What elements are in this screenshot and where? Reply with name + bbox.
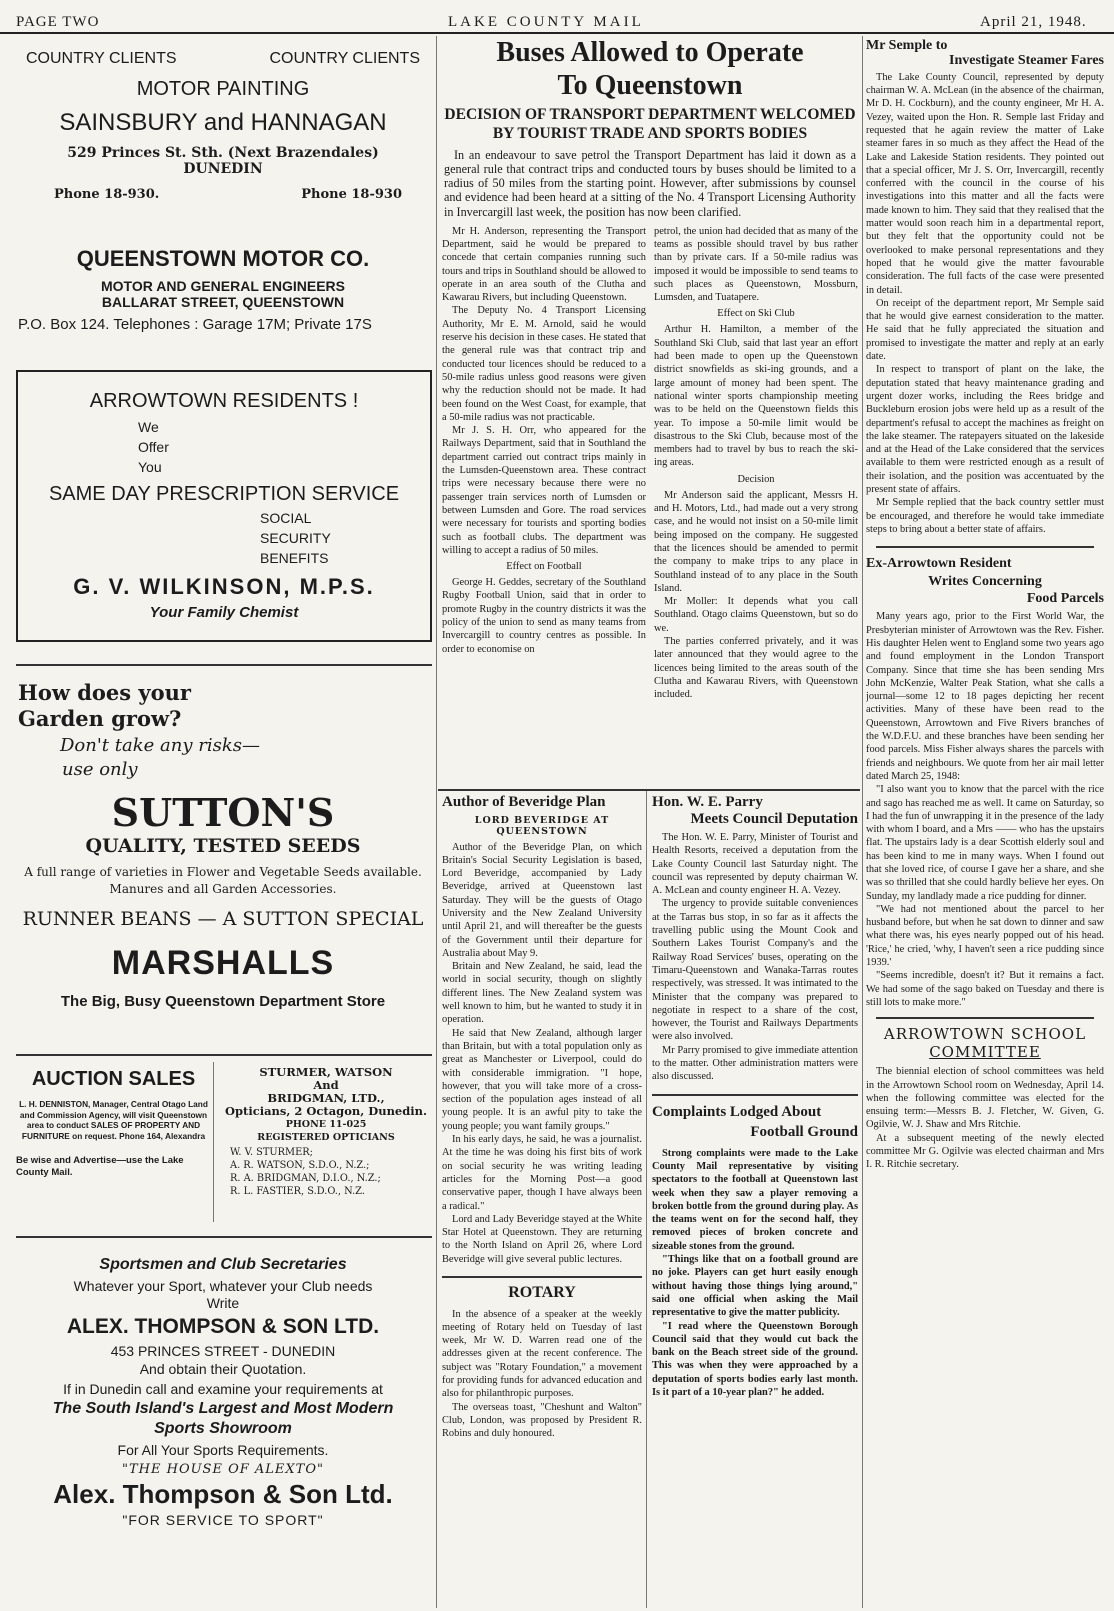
ad-line: COUNTRY CLIENTS (269, 50, 420, 67)
paragraph: "Seems incredible, doesn't it? But it remains a fact. We had some of the sago baked on Tuesday and there is still lots to make more." (866, 970, 1104, 1008)
paragraph: The urgency to provide suitable conveniences at the Tarras bus stop, in so far as it affects the travelling public using the Mount Cook and Southern Lakes Tourist Company's and the Railway Road Services' buses, operating on the Timaru-Queenstown and Wanaka-Tarras routes respectively, was stressed. It was intimated to the Minister that the company was prepared to negotiate in respect to a share of the cost, however, the Tourist and Railways Departments were also involved. (652, 898, 858, 1043)
ad-sturmer (220, 1066, 432, 1222)
paragraph: The parties conferred privately, and it was later announced that they would agree to the licences being limited to the areas south of the Clutha and Kawarau Rivers, with Queenstown included. (654, 636, 858, 701)
subheadline: LORD BEVERIDGE AT QUEENSTOWN (474, 814, 610, 837)
paragraph: "I also want you to know that the parcel with the rice and sago has reached me as well. It came on Saturday, so I had the fun of unwrapping it in the presence of the lady with whom I board, and a Mrs —— who has the upstairs flat. The upstairs lady is a dear Scottish elderly soul and has been kind to me in many ways. When I found out that she loved rice, of course I gave her a share, and she was so thrilled that she could hardly believe her eyes. On Sunday, my landlady made a rice pudding for dinner. (866, 784, 1104, 902)
ad-thompson (14, 1252, 432, 1602)
ad-line: STURMER, WATSON (259, 1066, 393, 1079)
ad-line: SECURITY (260, 530, 331, 546)
ad-line: 453 PRINCES STREET - DUNEDIN (110, 1343, 336, 1359)
ad-sainsbury (14, 40, 432, 210)
paragraph: petrol, the union had decided that as many of the teams as possible should travel by bus rather than by private cars. If a 50-mile radius was imposed it would be impossible to send teams to such places as Queenstown, Mossburn, Lumsden, and Tuatapere. (654, 225, 858, 304)
subheadline: BY TOURIST TRADE AND SPORTS BODIES (492, 124, 808, 142)
ad-headline: G. V. WILKINSON, M.P.S. (73, 574, 375, 599)
ad-line: Offer (138, 439, 169, 455)
paragraph: "Things like that on a football ground are no joke. Players can get hurt easily enough without having those things lying around," said one official when asking the Mail representative to give the matter publicity. (652, 1254, 858, 1319)
ad-line: And (313, 1078, 339, 1092)
paragraph: Lord and Lady Beveridge stayed at the White Star Hotel at Queenstown. They are returning to the North Island on April 26, where Lord Beveridge will give several public lectures. (442, 1213, 642, 1265)
paragraph: In his early days, he said, he was a journalist. At the time he was doing his first bits of work on social security he was writing leading articles for the Morning Post—a good conservative paper, though I have always been a radical." (442, 1134, 642, 1212)
headline: To Queenstown (557, 69, 743, 101)
paragraph: The overseas toast, "Cheshunt and Walton" Club, London, was proposed by President R. Robins and duly honoured. (442, 1401, 642, 1440)
ad-line: How does your (18, 680, 191, 705)
paragraph: On receipt of the department report, Mr Semple said that he would give earnest consideration to the matter. He said that he fully appreciated the situation and promised to investigate the matter and reply at an early date. (866, 297, 1104, 363)
paragraph: The biennial election of school committees was held in the Arrowtown School room on Wednesday, April 14. when the following committee was elected for the ensuing term:—Messrs B. J. Fletcher, W. Given, G. Ogilvie, W. J. Shaw and Mrs Ritchie. (866, 1066, 1104, 1131)
ad-line: And obtain their Quotation. (139, 1361, 307, 1377)
column-rule (862, 36, 863, 1608)
ad-headline: AUCTION SALES (31, 1068, 196, 1090)
ad-line: Opticians, 2 Octagon, Dunedin. (224, 1104, 428, 1118)
ad-line: W. V. STURMER; (230, 1147, 313, 1158)
issue-date: April 21, 1948. (980, 14, 1087, 30)
divider (438, 789, 860, 791)
paragraph: The Lake County Council, represented by deputy chairman W. A. McLean (in the absence of the chairman, Mr D. H. Cockburn), and the county engineer, Mr H. A. Vezey, waited upon the Hon. R. Semple last Friday and requested that he again review the matter of Lake steamer fares in so much as they affect the Head of the Lake and Lakeside Station residents. They pointed out that a special officer, Mr J. S. Orr, Invercargill, recently conferred with the council in the course of his investigations into this matter and all the facts were made known to him. They said that they realised that the matter would soon reach him in a departmental report, but they felt that the opportunity could not be overlooked to make personal representations and they hoped that he would give the matter favourable consideration. The full facts of the case were presented in detail. (866, 71, 1104, 296)
paragraph: Arthur H. Hamilton, a member of the Southland Ski Club, said that last year an effort had been made to open up the Queenstown district snowfields as ski-ing grounds, and a large amount of money had been spent. The national winter sports championship meeting was to be held on the Queenstown fields this year. To impose a 50-mile limit would be disastrous to the Ski Club, because most of the members had to travel by bus to reach the ski-ing areas. (654, 324, 858, 469)
article-buses (442, 38, 858, 788)
ad-line: Garden grow? (18, 706, 182, 731)
ad-store-name: MARSHALLS (111, 944, 335, 982)
paragraph: At a subsequent meeting of the newly elected committee Mr G. Ogilvie was elected chairman and Mrs I. R. Ritchie secretary. (866, 1132, 1104, 1171)
article-beveridge (442, 794, 642, 1608)
headline: Buses Allowed to Operate (496, 38, 804, 68)
headline: Complaints Lodged About (652, 1103, 822, 1120)
ad-phone: Phone 18-930 (301, 187, 402, 202)
ad-sutton (14, 680, 432, 1050)
ad-line: Don't take any risks— (60, 735, 260, 756)
paragraph: Strong complaints were made to the Lake County Mail representative by visiting spectators to the football at Queenstown last week when they saw a player removing a broken bottle from the ground during play. As the teams went on for the second half, they removed pieces of broken concrete and sizeable stones from the ground. (652, 1147, 858, 1252)
ad-line: Sports Showroom (154, 1420, 292, 1437)
ad-headline: QUEENSTOWN MOTOR CO. (76, 246, 370, 271)
ad-line: BENEFITS (260, 550, 329, 566)
headline: Ex-Arrowtown Resident (866, 556, 1012, 572)
ad-line: R. A. BRIDGMAN, D.I.O., N.Z.; (230, 1173, 381, 1184)
paragraph: Mr Parry promised to give immediate attention to the matter. Other administration matters were also discussed. (652, 1044, 858, 1083)
ad-line: SOCIAL (260, 510, 312, 526)
ad-phone: Phone 18-930. (54, 187, 160, 202)
ad-tagline: "FOR SERVICE TO SPORT" (122, 1512, 324, 1528)
paragraph: In the absence of a speaker at the weekly meeting of Rotary held on Tuesday of last week, Mr W. D. Warren read one of the addresses given at the recent conference. The subject was "Rotary Foundation," a movement for providing funds for advanced education and also for philanthropic purposes. (442, 1308, 642, 1400)
paragraph: Mr Anderson said the applicant, Messrs H. and H. Motors, Ltd., had made out a very strong case, and he would not insist on a 50-mile limit being imposed on the company. He suggested that the licences should be amended to permit the company to make trips to any place in Southland instead of to any place in the South Island. (654, 489, 858, 594)
ad-line: Sportsmen and Club Secretaries (99, 1256, 347, 1273)
paragraph: Mr Moller: It depends what you call Southland. Otago claims Queenstown, but so do we. (654, 596, 858, 634)
ad-headline: SAME DAY PRESCRIPTION SERVICE (48, 483, 400, 505)
ad-auction (14, 1062, 214, 1222)
paragraph: Mr Semple replied that the back country settler must be encouraged, and therefore he would take immediate steps to bring about a better state of affairs. (866, 497, 1104, 535)
ad-wilkinson (16, 370, 432, 642)
paragraph: The Deputy No. 4 Transport Licensing Authority, Mr E. M. Arnold, said he would reserve his decision in these cases. He stated that the general rule was that contract trip and conducted tour licences should be reduced to a 50-mile radius unless good reasons were given why the reduction should not be made. It had been found on the West Coast, for example, that a 50-mile radius was not practicable. (442, 305, 646, 423)
section-heading: Decision (737, 473, 775, 485)
ad-line: The South Island's Largest and Most Modern (52, 1400, 394, 1417)
ad-line: You (138, 459, 162, 475)
headline: Mr Semple to (866, 38, 948, 53)
subheadline: DECISION OF TRANSPORT DEPARTMENT WELCOMED (444, 105, 856, 123)
paragraph: Mr J. S. H. Orr, who appeared for the Railways Department, said that in Southland the department carried out contract trips mainly in the Lumsden-Queenstown area. These contract trips were necessary because there were no passenger train services north of Lumsden or between Lumsden and Gore. The road services were necessary for tourists and sporting bodies such as football clubs. The department was willing to accept a radius of 50 miles. (442, 425, 646, 556)
section-heading: Effect on Ski Club (717, 308, 795, 320)
ad-line: P.O. Box 124. Telephones : Garage 17M; Private 17S (18, 316, 372, 333)
ad-line: MOTOR PAINTING (136, 78, 310, 100)
ad-line: Manures and all Garden Accessories. (109, 882, 337, 896)
paragraph: The Hon. W. E. Parry, Minister of Tourist and Health Resorts, received a deputation from the Lake County Council last Saturday night. The council was represented by deputy chairman W. A. McLean and county engineer H. A. Vezey. (652, 832, 858, 897)
headline: Meets Council Deputation (690, 810, 858, 827)
ad-headline: ARROWTOWN RESIDENTS ! (89, 390, 359, 412)
ad-line: Write (206, 1295, 240, 1311)
column-right (866, 38, 1104, 1608)
ad-tagline: The Big, Busy Queenstown Department Store (60, 993, 386, 1010)
headline: ARROWTOWN SCHOOL (883, 1025, 1087, 1044)
ad-line: use only (62, 759, 138, 780)
ad-headline: ALEX. THOMPSON & SON LTD. (66, 1315, 380, 1338)
lead-paragraph: In an endeavour to save petrol the Transport Department has laid it down as a general rule that contract trips and conducted tours by buses should be limited to a radius of 50 miles from the starting point. However, after submissions by counsel and evidence had been heard at a sitting of the No. 4 Transport Licensing Authority in Invercargill last week, the position has now been clarified. (444, 147, 856, 219)
ad-slogan: Be wise and Advertise—use the Lake County Mail. (16, 1155, 184, 1178)
ad-line: A. R. WATSON, S.D.O., N.Z.; (230, 1160, 370, 1171)
paragraph: He said that New Zealand, although larger than Britain, but with a total population only as great as Manchester or Liverpool, could do with considerable immigration. "I hope, however, that you will take more of a cross-section of the population ages instead of all young people. It is an awful pity to take the young people; you want family groups." (442, 1027, 642, 1132)
divider (16, 1054, 432, 1056)
column-rule (436, 36, 437, 1608)
paragraph: Author of the Beveridge Plan, on which Britain's Social Security Legislation is based, Lord Beveridge, accompanied by Lady Beveridge, arrived at Queenstown last Saturday. They will be the guests of Otago University and the New Zealand University until April 21, and will thereafter be the guests of the Government until their departure for Australia about May 9. (442, 841, 642, 959)
ad-line: 529 Princes St. Sth. (Next Brazendales) (67, 145, 379, 161)
paragraph: Britain and New Zealand, he said, lead the world in social security, though on slightly different lines. The New Zealand system was well known to him, but he wanted to study it in operation. (442, 961, 642, 1026)
ad-line: For All Your Sports Requirements. (117, 1442, 329, 1458)
headline: Food Parcels (1026, 590, 1104, 606)
headline: Investigate Steamer Fares (949, 53, 1104, 69)
ad-line: PHONE 11-025 (285, 1119, 367, 1130)
headline: Author of Beveridge Plan (442, 794, 606, 810)
ad-line: BALLARAT STREET, QUEENSTOWN (101, 294, 345, 310)
ad-line: BRIDGMAN, LTD., (267, 1091, 385, 1105)
ad-headline: SUTTON'S (111, 790, 335, 835)
paragraph: "We had not mentioned about the parcel to her husband before, but when he sat down to dinner and saw what there was, his eyes nearly popped out of his head. 'Rice,' he cried, 'why, I haven't seen a rice pudding since 1939.' (866, 903, 1104, 969)
ad-line: Whatever your Sport, whatever your Club needs (73, 1278, 373, 1294)
ad-line: "THE HOUSE OF ALEXTO" (122, 1462, 324, 1477)
paragraph: George H. Geddes, secretary of the Southland Rugby Football Union, said that in order to promote Rugby in the country districts it was the policy of the union to send as many teams from Invercargill to country centres as possible. In order to economise on (442, 577, 646, 655)
headline: Football Ground (750, 1124, 858, 1141)
ad-body: L. H. DENNISTON, Manager, Central Otago Land and Commission Agency, will visit Queenstown area to conduct SALES OF PROPERTY AND FURNITURE on request. Phone 164, Alexandra (19, 1099, 208, 1141)
page-header (0, 0, 1114, 34)
ad-line: MOTOR AND GENERAL ENGINEERS (101, 278, 345, 294)
ad-line: DUNEDIN (183, 161, 263, 177)
headline: ROTARY (508, 1284, 576, 1301)
ad-line: If in Dunedin call and examine your requirements at (63, 1381, 383, 1397)
divider (16, 1236, 432, 1238)
headline: Hon. W. E. Parry (652, 794, 763, 810)
article-parry (652, 794, 858, 1608)
ad-headline: Alex. Thompson & Son Ltd. (53, 1479, 393, 1509)
paragraph: Mr H. Anderson, representing the Transport Department, said he would be prepared to concede that certain companies running such tours and trips in Southland should be allowed to operate in an area south of the Clutha and Kawarau Rivers, but including Queenstown. (442, 225, 646, 304)
paragraph: Many years ago, prior to the First World War, the Presbyterian minister of Arrowtown was the Rev. Fisher. His daughter Helen went to England some two years ago and found employment in the London Transport Company. Since that time she has been sending Mrs John McKenzie, Walter Peak Station, what she calls a journal—some 12 to 18 pages depicting her recent activities. Many of these have been read to the Queenstown, Arrowtown and Five Rivers branches of the W.D.F.U. and these branches have been sending her food parcels. Miss Fisher always shares the parcels with friends and neighbours. We quote from her air mail letter dated March 25, 1948: (866, 611, 1104, 782)
ad-line: REGISTERED OPTICIANS (257, 1132, 395, 1143)
ad-line: RUNNER BEANS — A SUTTON SPECIAL (22, 908, 424, 930)
column-rule (646, 790, 647, 1608)
ad-line: R. L. FASTIER, S.D.O., N.Z. (230, 1186, 365, 1197)
paragraph: In respect to transport of plant on the lake, the deputation stated that heavy maintenance grading and urgent dozer works, including the Rees bridge and Buckleburn erosion jobs were held up as a result of the department's refusal to accept the machines as freight on the lake steamer. The ratepayers situated on the lakeside and at the Head of the Lake considered that the services available to them were restricted enough as a result of their isolation, and the position was accentuated by the present state of affairs. (866, 364, 1104, 495)
divider (16, 664, 432, 666)
ad-line: COUNTRY CLIENTS (26, 50, 177, 67)
headline: Writes Concerning (928, 573, 1042, 589)
ad-headline: SAINSBURY and HANNAGAN (59, 109, 387, 136)
ad-line: QUALITY, TESTED SEEDS (85, 835, 361, 857)
headline: COMMITTEE (929, 1043, 1041, 1062)
section-heading: Effect on Football (506, 561, 582, 573)
paragraph: "I read where the Queenstown Borough Council said that they would cut back the bank on the Beach street side of the ground. This was when they were approached by a deputation of sports bodies early last month. Is it part of a 10-year plan?" he added. (652, 1320, 858, 1398)
ad-line: We (138, 419, 159, 435)
masthead-title: LAKE COUNTY MAIL (448, 14, 644, 30)
ad-line: A full range of varieties in Flower and Vegetable Seeds available. (24, 865, 422, 879)
ad-queenstown-motor (14, 240, 432, 340)
page-number: PAGE TWO (16, 14, 100, 30)
ad-tagline: Your Family Chemist (149, 604, 299, 621)
